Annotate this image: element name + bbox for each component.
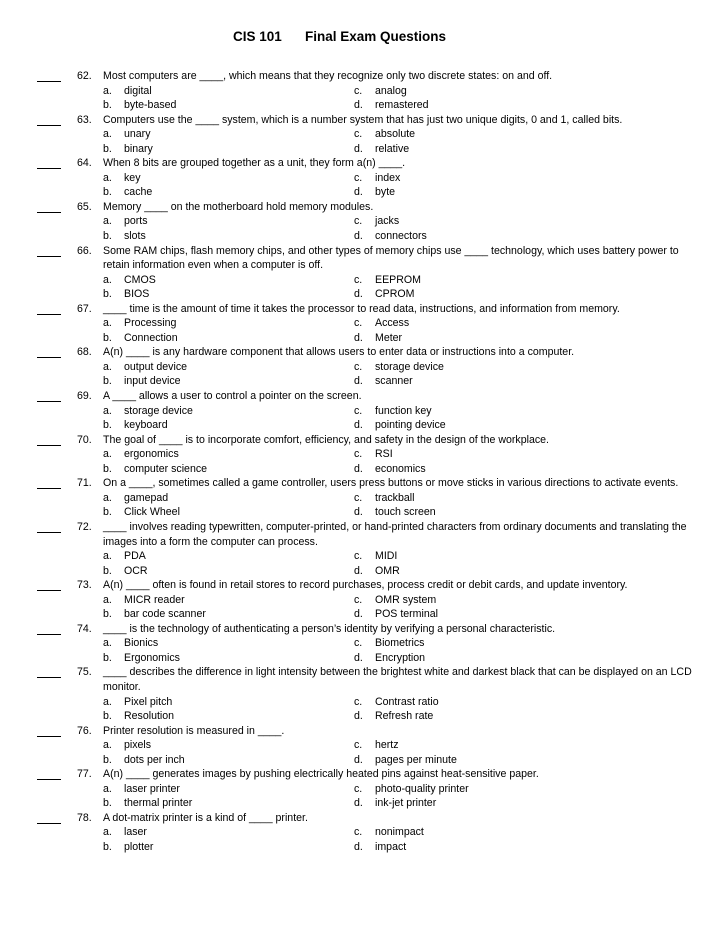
- question-item: [0, 622, 728, 666]
- option-letter: d.: [354, 797, 363, 810]
- option-letter: a.: [103, 826, 112, 839]
- question-number: 65.: [77, 200, 92, 213]
- option-row: [0, 564, 728, 579]
- question-item: [0, 665, 728, 723]
- option-letter: b.: [103, 186, 112, 199]
- question-stem: The goal of ____ is to incorporate comfort, efficiency, and safety in the design of the workplace.: [103, 433, 549, 446]
- option-letter: a.: [103, 593, 112, 606]
- option-text: thermal printer: [124, 797, 193, 810]
- option-row: [0, 462, 728, 477]
- option-letter: c.: [354, 593, 363, 606]
- option-row: [0, 738, 728, 753]
- option-letter: d.: [354, 331, 363, 344]
- answer-blank[interactable]: [37, 476, 61, 489]
- option-text: gamepad: [124, 491, 169, 504]
- option-row: [0, 505, 728, 520]
- option-row: [0, 142, 728, 157]
- option-text: photo-quality printer: [375, 782, 469, 795]
- option-row: [0, 316, 728, 331]
- option-row: [0, 185, 728, 200]
- option-text: ports: [124, 215, 148, 228]
- option-letter: c.: [354, 360, 363, 373]
- option-letter: c.: [354, 550, 363, 563]
- option-letter: c.: [354, 782, 363, 795]
- option-letter: d.: [354, 651, 363, 664]
- option-letter: a.: [103, 317, 112, 330]
- option-row: [0, 709, 728, 724]
- option-text: nonimpact: [375, 826, 424, 839]
- question-item: [0, 433, 728, 477]
- option-text: Pixel pitch: [124, 695, 173, 708]
- question-number: 64.: [77, 157, 92, 170]
- option-text: laser: [124, 826, 147, 839]
- option-text: Processing: [124, 317, 177, 330]
- option-text: plotter: [124, 840, 154, 853]
- question-stem: ____ involves reading typewritten, computer-printed, or hand-printed characters from ordinary documents and translating the images into a form the computer can process.: [103, 520, 687, 548]
- option-letter: c.: [354, 273, 363, 286]
- option-text: scanner: [375, 375, 413, 388]
- option-text: byte: [375, 186, 396, 199]
- question-stem: A dot-matrix printer is a kind of ____ printer.: [103, 811, 308, 824]
- question-stem: Most computers are ____, which means that they recognize only two discrete states: on and off.: [103, 70, 553, 82]
- question-stem: Memory ____ on the motherboard hold memory modules.: [103, 200, 374, 213]
- option-text: bar code scanner: [124, 608, 206, 621]
- course-code: CIS 101: [233, 29, 282, 44]
- question-item: [0, 476, 728, 520]
- question-stem: Some RAM chips, flash memory chips, and other types of memory chips use ____ technology, which uses battery power to retain information even when a computer is off.: [103, 244, 679, 272]
- question-item: [0, 200, 728, 244]
- option-text: keyboard: [124, 419, 168, 432]
- option-text: MIDI: [375, 550, 398, 563]
- answer-blank[interactable]: [37, 113, 61, 126]
- option-text: pointing device: [375, 419, 446, 432]
- option-text: EEPROM: [375, 273, 421, 286]
- option-row: [0, 84, 728, 99]
- option-row: [0, 695, 728, 710]
- option-letter: d.: [354, 419, 363, 432]
- option-row: [0, 636, 728, 651]
- option-letter: d.: [354, 142, 363, 155]
- answer-blank[interactable]: [37, 433, 61, 446]
- option-letter: d.: [354, 840, 363, 853]
- option-letter: a.: [103, 215, 112, 228]
- option-text: OMR system: [375, 593, 437, 606]
- option-letter: a.: [103, 128, 112, 141]
- option-letter: a.: [103, 782, 112, 795]
- question-item: [0, 69, 728, 113]
- option-text: laser printer: [124, 782, 180, 795]
- question-item: [0, 520, 728, 578]
- option-text: Encryption: [375, 651, 426, 664]
- option-row: [0, 796, 728, 811]
- option-letter: b.: [103, 331, 112, 344]
- option-row: [0, 331, 728, 346]
- option-row: [0, 214, 728, 229]
- option-row: [0, 98, 728, 113]
- question-item: [0, 724, 728, 768]
- page-title: [0, 29, 728, 49]
- question-number: 62.: [77, 70, 92, 82]
- option-letter: c.: [354, 448, 363, 461]
- option-letter: b.: [103, 288, 112, 301]
- answer-blank[interactable]: [37, 69, 61, 82]
- option-row: [0, 171, 728, 186]
- option-letter: a.: [103, 637, 112, 650]
- option-letter: d.: [354, 710, 363, 723]
- option-text: CPROM: [375, 288, 415, 301]
- option-text: Meter: [375, 331, 403, 344]
- answer-blank[interactable]: [37, 622, 61, 635]
- question-stem: ____ is the technology of authenticating a person’s identity by verifying a personal characteristic.: [103, 622, 556, 635]
- question-stem: ____ time is the amount of time it takes the processor to read data, instructions, and information from memory.: [103, 302, 620, 315]
- option-letter: b.: [103, 710, 112, 723]
- question-item: [0, 345, 728, 389]
- answer-blank[interactable]: [37, 345, 61, 358]
- option-letter: a.: [103, 550, 112, 563]
- answer-blank[interactable]: [37, 244, 61, 257]
- option-letter: c.: [354, 404, 363, 417]
- option-text: Biometrics: [375, 637, 425, 650]
- option-row: [0, 651, 728, 666]
- question-number: 66.: [77, 244, 92, 257]
- option-text: BIOS: [124, 288, 150, 301]
- option-letter: d.: [354, 99, 363, 112]
- question-number: 74.: [77, 622, 92, 635]
- option-text: slots: [124, 230, 146, 243]
- question-number: 67.: [77, 302, 92, 315]
- option-text: cache: [124, 186, 153, 199]
- option-letter: d.: [354, 288, 363, 301]
- option-letter: c.: [354, 637, 363, 650]
- question-item: [0, 811, 728, 855]
- question-number: 68.: [77, 346, 92, 359]
- option-text: unary: [124, 128, 151, 141]
- question-stem: A ____ allows a user to control a pointer on the screen.: [103, 390, 362, 403]
- question-stem: On a ____, sometimes called a game controller, users press buttons or move sticks in various directions to activate events.: [103, 477, 679, 490]
- option-letter: a.: [103, 448, 112, 461]
- question-stem: A(n) ____ generates images by pushing electrically heated pins against heat-sensitive paper.: [103, 768, 539, 781]
- option-row: [0, 593, 728, 608]
- option-letter: c.: [354, 826, 363, 839]
- question-number: 69.: [77, 390, 92, 403]
- option-letter: c.: [354, 215, 363, 228]
- option-row: [0, 273, 728, 288]
- option-letter: c.: [354, 739, 363, 752]
- option-text: economics: [375, 462, 426, 475]
- option-letter: a.: [103, 360, 112, 373]
- option-row: [0, 287, 728, 302]
- option-row: [0, 491, 728, 506]
- option-letter: b.: [103, 651, 112, 664]
- option-text: Resolution: [124, 710, 175, 723]
- option-letter: d.: [354, 230, 363, 243]
- option-row: [0, 127, 728, 142]
- answer-blank[interactable]: [37, 302, 61, 315]
- option-letter: d.: [354, 506, 363, 519]
- option-text: MICR reader: [124, 593, 185, 606]
- answer-blank[interactable]: [37, 200, 61, 213]
- answer-blank[interactable]: [37, 665, 61, 678]
- question-number: 70.: [77, 433, 92, 446]
- option-letter: c.: [354, 317, 363, 330]
- option-text: byte-based: [124, 99, 177, 112]
- option-row: [0, 549, 728, 564]
- question-number: 73.: [77, 579, 92, 592]
- question-number: 76.: [77, 724, 92, 737]
- option-text: Bionics: [124, 637, 159, 650]
- option-text: CMOS: [124, 273, 156, 286]
- option-letter: b.: [103, 506, 112, 519]
- option-text: output device: [124, 360, 188, 373]
- option-row: [0, 360, 728, 375]
- option-row: [0, 753, 728, 768]
- option-text: ink-jet printer: [375, 797, 437, 810]
- option-letter: c.: [354, 84, 363, 97]
- option-text: function key: [375, 404, 432, 417]
- option-letter: b.: [103, 564, 112, 577]
- option-text: pages per minute: [375, 753, 457, 766]
- option-row: [0, 782, 728, 797]
- question-item: [0, 244, 728, 302]
- question-stem: Printer resolution is measured in ____.: [103, 724, 285, 737]
- question-item: [0, 113, 728, 157]
- option-text: digital: [124, 84, 152, 97]
- option-letter: a.: [103, 171, 112, 184]
- option-text: Access: [375, 317, 410, 330]
- option-text: Click Wheel: [124, 506, 180, 519]
- option-letter: b.: [103, 230, 112, 243]
- option-letter: c.: [354, 695, 363, 708]
- answer-blank[interactable]: [37, 724, 61, 737]
- option-letter: a.: [103, 84, 112, 97]
- answer-blank[interactable]: [37, 520, 61, 533]
- question-item: [0, 302, 728, 346]
- option-text: jacks: [375, 215, 400, 228]
- exam-title: Final Exam Questions: [305, 29, 447, 44]
- option-letter: a.: [103, 273, 112, 286]
- option-row: [0, 447, 728, 462]
- answer-blank[interactable]: [37, 156, 61, 169]
- option-letter: b.: [103, 797, 112, 810]
- option-text: relative: [375, 142, 410, 155]
- option-text: touch screen: [375, 506, 436, 519]
- option-row: [0, 840, 728, 855]
- option-text: RSI: [375, 448, 393, 461]
- option-text: OMR: [375, 564, 400, 577]
- option-text: Ergonomics: [124, 651, 180, 664]
- option-row: [0, 404, 728, 419]
- question-stem: ____ describes the difference in light intensity between the brightest white and darkest black that can be displayed on an LCD monitor.: [103, 666, 692, 693]
- option-text: Connection: [124, 331, 178, 344]
- option-letter: b.: [103, 375, 112, 388]
- option-text: Refresh rate: [375, 710, 434, 723]
- option-letter: c.: [354, 171, 363, 184]
- option-text: remastered: [375, 99, 429, 112]
- question-number: 75.: [77, 666, 92, 679]
- question-number: 71.: [77, 477, 92, 490]
- question-list: [0, 69, 728, 855]
- option-text: analog: [375, 84, 407, 97]
- option-text: key: [124, 171, 141, 184]
- option-row: [0, 229, 728, 244]
- option-letter: d.: [354, 462, 363, 475]
- question-stem: A(n) ____ often is found in retail stores to record purchases, process credit or debit cards, and update inventory.: [103, 579, 628, 592]
- option-letter: d.: [354, 753, 363, 766]
- option-text: input device: [124, 375, 181, 388]
- option-letter: d.: [354, 564, 363, 577]
- option-letter: c.: [354, 128, 363, 141]
- question-item: [0, 767, 728, 811]
- option-letter: d.: [354, 375, 363, 388]
- option-text: ergonomics: [124, 448, 179, 461]
- option-text: OCR: [124, 564, 148, 577]
- option-row: [0, 607, 728, 622]
- option-text: binary: [124, 142, 153, 155]
- question-number: 78.: [77, 811, 92, 824]
- option-text: trackball: [375, 491, 415, 504]
- option-letter: b.: [103, 462, 112, 475]
- option-text: computer science: [124, 462, 208, 475]
- option-text: absolute: [375, 128, 416, 141]
- option-text: pixels: [124, 739, 152, 752]
- answer-blank[interactable]: [37, 389, 61, 402]
- option-text: Contrast ratio: [375, 695, 439, 708]
- option-text: storage device: [124, 404, 193, 417]
- answer-blank[interactable]: [37, 811, 61, 824]
- answer-blank[interactable]: [37, 578, 61, 591]
- option-text: connectors: [375, 230, 427, 243]
- option-text: hertz: [375, 739, 399, 752]
- option-text: impact: [375, 840, 407, 853]
- question-item: [0, 578, 728, 622]
- option-letter: b.: [103, 99, 112, 112]
- option-text: dots per inch: [124, 753, 185, 766]
- option-letter: b.: [103, 419, 112, 432]
- option-letter: a.: [103, 491, 112, 504]
- option-letter: d.: [354, 186, 363, 199]
- option-row: [0, 374, 728, 389]
- option-letter: b.: [103, 840, 112, 853]
- question-stem: When 8 bits are grouped together as a unit, they form a(n) ____.: [103, 157, 406, 170]
- option-letter: d.: [354, 608, 363, 621]
- option-row: [0, 418, 728, 433]
- question-stem: A(n) ____ is any hardware component that allows users to enter data or instructions into a computer.: [103, 346, 575, 359]
- question-number: 63.: [77, 113, 92, 126]
- option-text: index: [375, 171, 401, 184]
- question-item: [0, 389, 728, 433]
- option-letter: b.: [103, 608, 112, 621]
- option-letter: a.: [103, 739, 112, 752]
- option-letter: b.: [103, 142, 112, 155]
- option-row: [0, 825, 728, 840]
- option-letter: c.: [354, 491, 363, 504]
- question-number: 77.: [77, 768, 92, 781]
- option-text: storage device: [375, 360, 444, 373]
- question-stem: Computers use the ____ system, which is a number system that has just two unique digits, 0 and 1, called bits.: [103, 113, 623, 126]
- answer-blank[interactable]: [37, 767, 61, 780]
- option-text: POS terminal: [375, 608, 438, 621]
- question-item: [0, 156, 728, 200]
- option-letter: a.: [103, 695, 112, 708]
- option-text: PDA: [124, 550, 146, 563]
- question-number: 72.: [77, 520, 92, 533]
- option-letter: a.: [103, 404, 112, 417]
- option-letter: b.: [103, 753, 112, 766]
